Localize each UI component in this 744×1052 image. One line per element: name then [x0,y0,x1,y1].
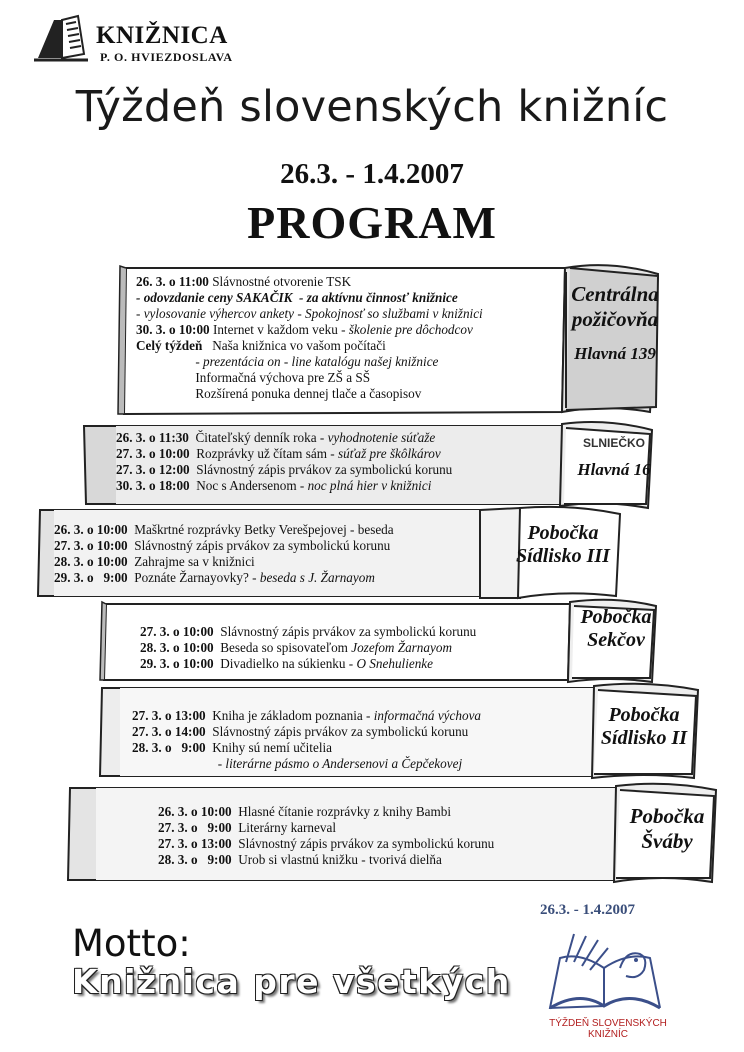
program-line [136,354,483,370]
program-line [136,338,483,354]
program-line [136,370,483,386]
program-line [136,290,483,306]
program-line [158,820,494,836]
program-text: Slávnostný zápis prvákov za symbolickú korunu [127,538,391,553]
badge-dates: 26.3. - 1.4.2007 [540,902,635,918]
program-date: 27. 3. o 14:00 [132,724,206,739]
library-name: KNIŽNICA [96,22,228,49]
program-text: Beseda so spisovateľom [213,640,352,655]
branch-label [620,804,714,854]
program-text: Slávnostné otvorenie TSK [208,274,352,289]
program-line [158,852,494,868]
branch-name-line2: Sídlisko II [600,727,688,749]
program-date: 26. 3. o 11:30 [116,430,189,445]
program-date: 28. 3. o 9:00 [132,740,206,755]
program-date: 26. 3. o 10:00 [158,804,232,819]
program-date: 28. 3. o 9:00 [158,852,232,867]
program-date: 30. 3. o 18:00 [116,478,190,493]
program-date: 26. 3. o 11:00 [136,274,209,289]
library-logo-icon [34,14,90,62]
program-text: Informačná výchova pre ZŠ a SŠ [136,370,371,385]
program-text: Zahrajme sa v knižnici [127,554,255,569]
program-text: súťaž pre škôlkárov [337,446,441,461]
branch-label [574,436,654,480]
program-date: 27. 3. o 13:00 [158,836,232,851]
program-text: Čitateľský denník roka - [188,430,328,445]
program-line [132,724,481,740]
program-line [54,554,394,570]
program-text: Divadielko na súkienku - [213,656,357,671]
book-svaby-branch [60,782,720,886]
branch-name-line2: požičovňa [571,307,659,331]
branch-name-line1: Pobočka [608,704,680,726]
program-line [116,430,452,446]
program-text: Naša knižnica vo vašom počítači [202,338,386,353]
program-text: - prezentácia on - line katalógu našej knižnice [136,354,439,369]
branch-name-line1: Centrálna [571,282,659,306]
program-date: 28. 3. o 10:00 [140,640,214,655]
program-date: 28. 3. o 10:00 [54,554,128,569]
program-text: Urob si vlastnú knižku - tvorivá dielňa [231,852,442,867]
program-line [158,836,494,852]
program-lines [132,708,481,772]
program-text: Kniha je základom poznania - [205,708,374,723]
program-line [116,462,452,478]
program-date: 27. 3. o 12:00 [116,462,190,477]
branch-name-line2: Šváby [641,829,693,853]
branch-name-line1: Pobočka [527,522,599,544]
branch-label [594,704,694,750]
program-text: Rozšírená ponuka dennej tlače a časopisov [136,386,422,401]
program-line [140,656,476,672]
motto-label: Motto: [72,922,191,965]
program-line [140,624,476,640]
program-lines [158,804,494,868]
program-date: 30. 3. o 10:00 [136,322,210,337]
branch-name-line2: Sídlisko III [516,545,610,567]
program-date: 26. 3. o 10:00 [54,522,128,537]
library-subtitle: P. O. HVIEZDOSLAVA [100,50,233,64]
program-line [54,570,394,586]
program-line [116,446,452,462]
program-line [116,478,452,494]
branch-label [570,282,660,364]
program-date: 29. 3. o 9:00 [54,570,128,585]
program-text: Slávnostný zápis prvákov za symbolickú korunu [205,724,469,739]
program-text: Internet v každom veku - [209,322,349,337]
program-lines [140,624,476,672]
program-line [54,538,394,554]
program-text: Poznáte Žarnayovky? - [127,570,260,585]
program-text: Slávnostný zápis prvákov za symbolickú korunu [213,624,477,639]
program-text: vyhodnotenie súťaže [327,430,436,445]
book-sidlisko-ii-branch [94,682,704,782]
program-date: 27. 3. o 10:00 [140,624,214,639]
program-date: Celý týždeň [136,338,203,353]
page-title: Týždeň slovenských knižníc [75,82,669,132]
program-text: beseda s J. Žarnayom [259,570,375,585]
program-heading: PROGRAM [247,197,497,248]
badge-line2: KNIŽNÍC [588,1029,628,1040]
slniecko-logo-icon: SLNIEČKO [582,436,645,450]
branch-name-line1: Pobočka [629,804,705,828]
event-dates: 26.3. - 1.4.2007 [280,158,464,190]
book-central-library [110,262,670,422]
branch-label [576,606,656,652]
program-text: Noc s Andersenom - [189,478,308,493]
program-line [136,274,483,290]
program-line [136,306,483,322]
program-text: - odovzdanie ceny SAKAČIK - za aktívnu činnosť knižnice [136,290,458,305]
program-text: školenie pre dôchodcov [348,322,473,337]
program-line [140,640,476,656]
program-text: Maškrtné rozprávky Betky Verešpejovej - beseda [127,522,394,537]
program-text: O Snehulienke [356,656,434,671]
program-date: 27. 3. o 10:00 [116,446,190,461]
program-text: Slávnostný zápis prvákov za symbolickú korunu [189,462,453,477]
tsk-book-logo-icon [540,928,670,1018]
book-sidlisko-iii-branch [34,506,624,602]
motto-text: Knižnica pre všetkých [72,962,511,1001]
program-lines [54,522,394,586]
program-text: noc plná hier v knižnici [307,478,432,493]
program-line [54,522,394,538]
program-line [132,756,481,772]
program-date: 27. 3. o 13:00 [132,708,206,723]
program-text: Slávnostný zápis prvákov za symbolickú korunu [231,836,495,851]
program-lines [116,430,452,494]
tsk-badge-text [548,1018,668,1040]
program-text: Hlasné čítanie rozprávky z knihy Bambi [231,804,451,819]
badge-line1: TÝŽDEŇ SLOVENSKÝCH [549,1018,667,1029]
program-text: Jozefom Žarnayom [351,640,452,655]
branch-name-line2: Sekčov [587,629,645,651]
program-text: informačná výchova [373,708,482,723]
book-sekcov-branch [100,598,660,684]
branch-address: Hlavná 16 [577,460,651,479]
branch-name-line1: Pobočka [580,606,652,628]
program-text: Rozprávky už čítam sám - [189,446,338,461]
program-line [136,386,483,402]
program-text: - vylosovanie výhercov ankety - Spokojnosť so službami v knižnici [136,306,483,321]
program-text: Literárny karneval [231,820,336,835]
program-text: - literárne pásmo o Andersenovi a Čepčekovej [132,756,463,771]
program-line [132,740,481,756]
branch-address: Hlavná 139 [574,344,656,363]
program-date: 29. 3. o 10:00 [140,656,214,671]
program-lines [136,274,483,402]
program-line [132,708,481,724]
book-slniecko-branch [76,420,656,512]
program-text: Knihy sú nemí učitelia [205,740,332,755]
program-line [136,322,483,338]
program-line [158,804,494,820]
branch-label [508,522,618,568]
program-date: 27. 3. o 9:00 [158,820,232,835]
program-date: 27. 3. o 10:00 [54,538,128,553]
